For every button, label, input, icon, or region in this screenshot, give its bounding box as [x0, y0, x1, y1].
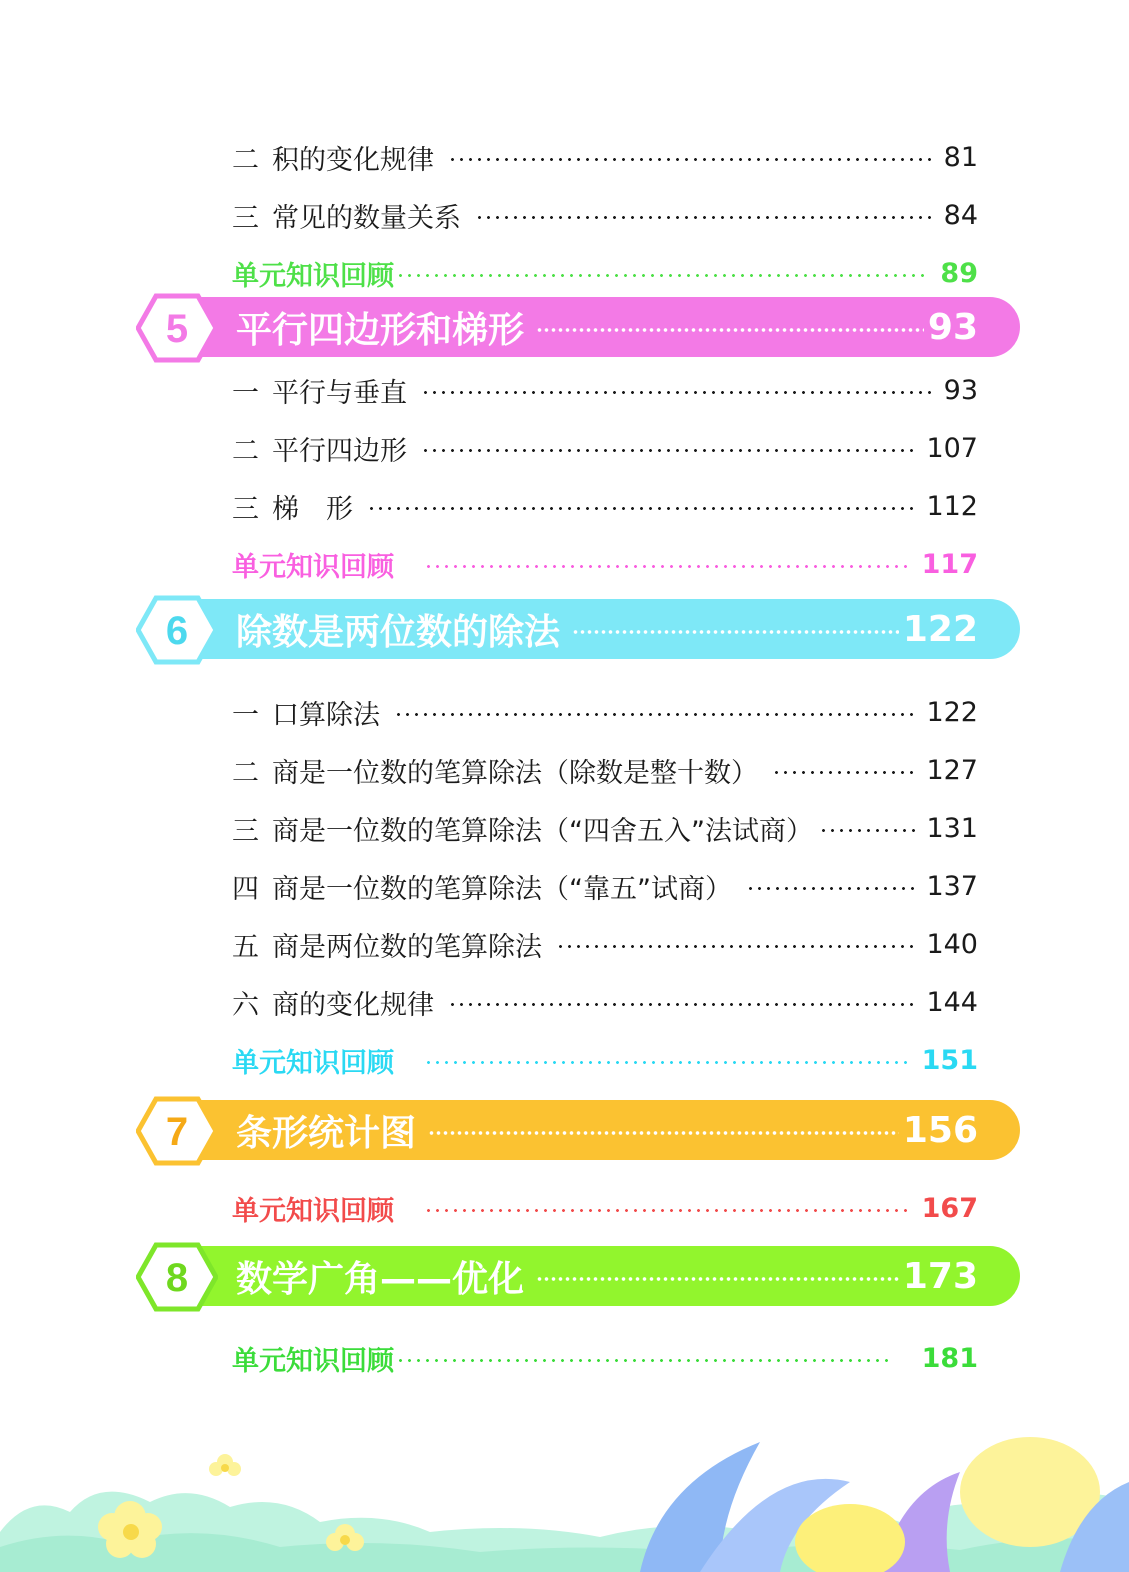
dot-leader: [396, 1359, 892, 1362]
lesson-number: 二: [232, 435, 259, 467]
chapter-number-badge: [136, 595, 218, 665]
dot-leader: [536, 328, 924, 332]
review-title: 单元知识回顾: [232, 1047, 394, 1079]
dot-leader: [772, 771, 916, 774]
lesson-number: 三: [232, 493, 259, 525]
chapter-bar: [196, 1100, 1020, 1160]
lesson-title: 口算除法: [272, 699, 380, 731]
dot-leader: [421, 449, 916, 452]
lesson-title: 梯 形: [272, 493, 353, 525]
lesson-number: 二: [232, 757, 259, 789]
chapter-bar: [196, 599, 1020, 659]
review-title: 单元知识回顾: [232, 551, 394, 583]
chapter-number: 5: [165, 307, 189, 351]
chapter-5-header[interactable]: [136, 294, 1020, 362]
chapter-bar: [196, 1246, 1020, 1306]
chapter-number-badge: [136, 1242, 218, 1312]
page-number: 140: [926, 928, 978, 960]
unit-review-entry[interactable]: [232, 544, 978, 584]
floral-footer-illustration: [0, 1422, 1129, 1572]
lesson-number: 三: [232, 202, 259, 234]
dot-leader: [819, 829, 916, 832]
chapter-page: 93: [927, 306, 978, 348]
dot-leader: [572, 630, 899, 634]
chapter-8-header[interactable]: [136, 1243, 1020, 1311]
page-number: 127: [926, 754, 978, 786]
review-title: 单元知识回顾: [232, 1195, 394, 1227]
dot-leader: [475, 216, 934, 219]
unit-review-entry[interactable]: [232, 1040, 978, 1080]
dot-leader: [448, 1003, 916, 1006]
chapter-page: 122: [902, 608, 978, 650]
lesson-title: 常见的数量关系: [272, 202, 461, 234]
page-number: 81: [943, 141, 978, 173]
page-number: 107: [926, 432, 978, 464]
lesson-title: 商是一位数的笔算除法（除数是整十数）: [272, 757, 758, 789]
dot-leader: [424, 1209, 912, 1212]
page-number: 122: [926, 696, 978, 728]
toc-entry[interactable]: [232, 486, 978, 526]
lesson-title: 积的变化规律: [272, 144, 434, 176]
flower-icon: [209, 1454, 241, 1476]
lesson-title: 商的变化规律: [272, 989, 434, 1021]
page-number: 181: [921, 1342, 978, 1374]
lesson-number: 六: [232, 989, 259, 1021]
unit-review-entry[interactable]: [232, 253, 978, 293]
chapter-number: 8: [165, 1256, 189, 1300]
dot-leader: [424, 1061, 912, 1064]
page-number: 84: [943, 199, 978, 231]
dot-leader: [556, 945, 916, 948]
toc-entry[interactable]: [232, 808, 978, 848]
page-number: 93: [943, 374, 978, 406]
toc-entry[interactable]: [232, 982, 978, 1022]
lesson-number: 二: [232, 144, 259, 176]
chapter-page: 156: [902, 1109, 978, 1151]
page-number: 112: [926, 490, 978, 522]
chapter-page: 173: [902, 1255, 978, 1297]
page-number: 89: [940, 257, 978, 289]
chapter-bar: [196, 297, 1020, 357]
lesson-number: 一: [232, 699, 259, 731]
unit-review-entry[interactable]: [232, 1338, 978, 1378]
flower-icon: [795, 1504, 905, 1572]
chapter-6-header[interactable]: [136, 596, 1020, 664]
lesson-number: 四: [232, 873, 259, 905]
chapter-title: 条形统计图: [236, 1112, 417, 1154]
lesson-number: 三: [232, 815, 259, 847]
dot-leader: [367, 507, 916, 510]
chapter-title: 除数是两位数的除法: [236, 611, 561, 653]
dot-leader: [394, 713, 916, 716]
page-number: 167: [921, 1192, 978, 1224]
toc-entry[interactable]: [232, 370, 978, 410]
toc-entry[interactable]: [232, 428, 978, 468]
lesson-number: 五: [232, 931, 259, 963]
dot-leader: [421, 391, 934, 394]
toc-entry[interactable]: [232, 195, 978, 235]
page-number: 151: [921, 1044, 978, 1076]
dot-leader: [424, 565, 912, 568]
review-title: 单元知识回顾: [232, 1345, 394, 1377]
dot-leader: [448, 158, 934, 161]
review-title: 单元知识回顾: [232, 260, 394, 292]
page-number: 137: [926, 870, 978, 902]
chapter-title: 平行四边形和梯形: [236, 309, 525, 351]
lesson-title: 平行四边形: [272, 435, 407, 467]
lesson-title: 商是两位数的笔算除法: [272, 931, 542, 963]
dot-leader: [536, 1277, 899, 1281]
lesson-title: 平行与垂直: [272, 377, 407, 409]
chapter-number: 7: [165, 1110, 189, 1154]
dot-leader: [396, 274, 930, 277]
toc-entry[interactable]: [232, 692, 978, 732]
toc-entry[interactable]: [232, 866, 978, 906]
page-number: 117: [921, 548, 978, 580]
dot-leader: [746, 887, 916, 890]
page-number: 131: [926, 812, 978, 844]
page-number: 144: [926, 986, 978, 1018]
chapter-number: 6: [165, 609, 189, 653]
dot-leader: [428, 1131, 899, 1135]
chapter-7-header[interactable]: [136, 1097, 1020, 1165]
toc-entry[interactable]: [232, 750, 978, 790]
chapter-title: 数学广角——优化: [236, 1258, 525, 1300]
toc-entry[interactable]: [232, 924, 978, 964]
lesson-title: 商是一位数的笔算除法（“四舍五入”法试商）: [272, 815, 813, 847]
unit-review-entry[interactable]: [232, 1188, 978, 1228]
chapter-number-badge: [136, 1096, 218, 1166]
lesson-title: 商是一位数的笔算除法（“靠五”试商）: [272, 873, 732, 905]
lesson-number: 一: [232, 377, 259, 409]
chapter-number-badge: [136, 293, 218, 363]
toc-entry[interactable]: [232, 137, 978, 177]
